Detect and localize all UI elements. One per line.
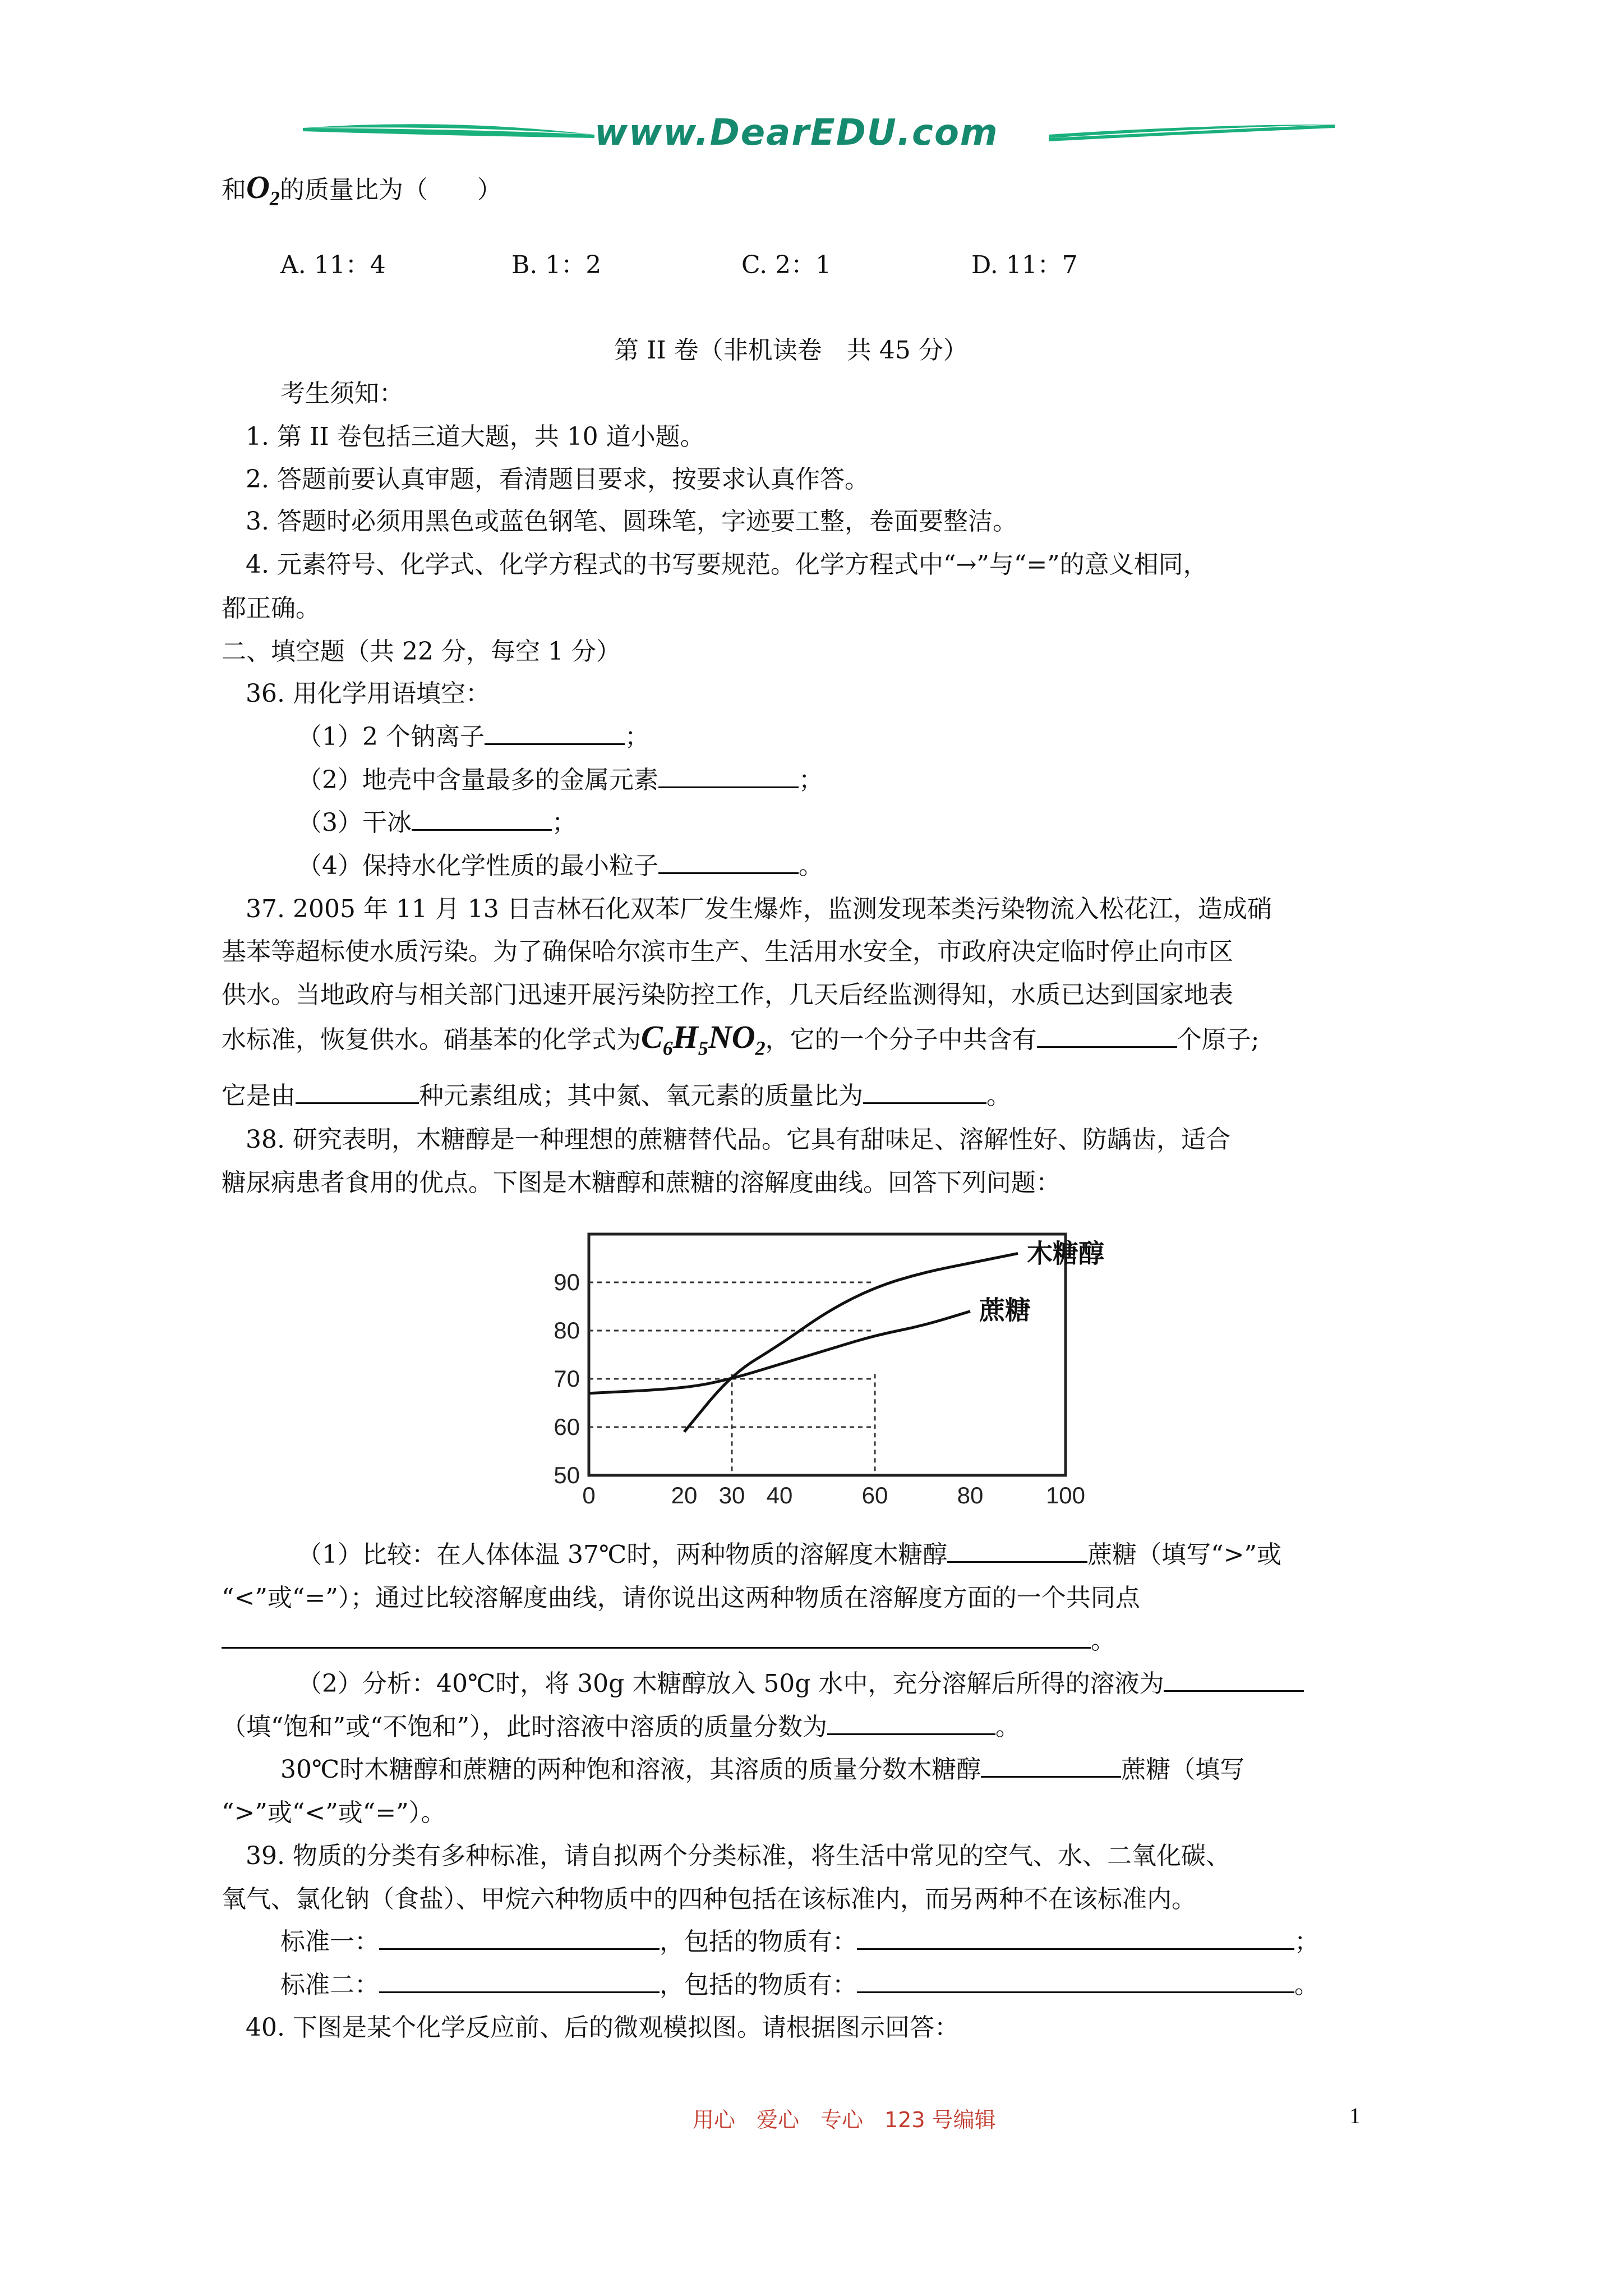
site-url: www.DearEDU.com — [594, 112, 999, 154]
option-d: D. 11：7 — [971, 251, 1078, 279]
option-a: A. 11：4 — [280, 251, 386, 279]
chart-frame — [589, 1234, 1066, 1475]
answer-blank[interactable] — [863, 1080, 986, 1104]
y-tick-label: 80 — [554, 1317, 580, 1343]
option-c: C. 2：1 — [741, 251, 832, 279]
notice-item: 3. 答题时必须用黑色或蓝色钢笔、圆珠笔，字迹要工整，卷面要整洁。 — [246, 507, 1017, 536]
notice-item: 都正确。 — [222, 594, 320, 623]
x-tick-label: 80 — [957, 1482, 984, 1508]
part2-heading: 二、填空题（共 22 分，每空 1 分） — [222, 637, 621, 666]
q37-line5: 它是由 种元素组成；其中氮、氧元素的质量比为 。 — [222, 1075, 1011, 1111]
q38-p1-line2: “<”或“=”）；通过比较溶解度曲线，请你说出这两种物质在溶解度方面的一个共同点 — [222, 1584, 1140, 1612]
q40-line1: 40. 下图是某个化学反应前、后的微观模拟图。请根据图示回答： — [246, 2013, 959, 2042]
solubility-chart — [533, 1228, 1104, 1520]
q38-p3-line1: 30℃时木糖醇和蔗糖的两种饱和溶液，其溶质的质量分数木糖醇 蔗糖（填写 — [280, 1749, 1244, 1785]
notice-item: 4. 元素符号、化学式、化学方程式的书写要规范。化学方程式中“→”与“=”的意义相同， — [246, 550, 1208, 579]
answer-blank[interactable] — [485, 721, 625, 745]
q38-line1: 38. 研究表明，木糖醇是一种理想的蔗糖替代品。它具有甜味足、溶解性好、防龋齿，适合 — [246, 1125, 1230, 1154]
answer-blank[interactable] — [658, 764, 799, 788]
q38-p3-line2: “>”或“<”或“=”）。 — [222, 1798, 446, 1827]
footer-credit: 用心 爱心 专心 123 号编辑 — [693, 2108, 996, 2132]
answer-blank[interactable] — [412, 807, 552, 831]
series-line-sucrose — [589, 1312, 970, 1393]
answer-blank[interactable] — [296, 1080, 419, 1104]
q39-standard-2: 标准二： ，包括的物质有： 。 — [280, 1964, 1319, 2000]
q36-sub1: （1）2 个钠离子 ； — [297, 716, 649, 752]
q37-line3: 供水。当地政府与相关部门迅速开展污染防控工作，几天后经监测得知，水质已达到国家地表 — [222, 981, 1233, 1009]
q36-sub2: （2）地壳中含量最多的金属元素 ； — [297, 760, 823, 795]
q35-suffix: 的质量比为（ ） — [279, 176, 502, 204]
page-number: 1 — [1349, 2103, 1361, 2128]
y-tick-label: 90 — [554, 1269, 580, 1295]
answer-blank[interactable] — [947, 1539, 1087, 1563]
y-tick-label: 70 — [554, 1365, 580, 1392]
notice-item: 2. 答题前要认真审题，看清题目要求，按要求认真作答。 — [246, 465, 869, 494]
q35-prefix: 和 — [222, 176, 246, 204]
q37-line1: 37. 2005 年 11 月 13 日吉林石化双苯厂发生爆炸，监测发现苯类污染物流入松花江，造成硝 — [246, 895, 1272, 923]
q39-standard-1: 标准一： ，包括的物质有： ； — [280, 1921, 1319, 1957]
series-label: 木糖醇 — [1027, 1239, 1104, 1268]
q37-line4: 水标准，恢复供水。硝基苯的化学式为$C_6H_5NO_2$，它的一个分子中共含有 个原子; — [222, 1019, 1260, 1060]
answer-blank[interactable] — [857, 1926, 1294, 1950]
notice-item: 1. 第 II 卷包括三道大题，共 10 道小题。 — [246, 422, 705, 451]
answer-blank[interactable] — [379, 1969, 660, 1993]
answer-blank[interactable] — [1037, 1024, 1177, 1048]
o2-formula: O — [246, 169, 270, 205]
section-title: 第 II 卷（非机读卷 共 45 分） — [614, 336, 968, 365]
x-tick-label: 100 — [1045, 1482, 1086, 1508]
answer-blank[interactable] — [379, 1926, 660, 1950]
q38-line2: 糖尿病患者食用的优点。下图是木糖醇和蔗糖的溶解度曲线。回答下列问题： — [222, 1168, 1061, 1197]
q36-sub4: （4）保持水化学性质的最小粒子 。 — [297, 845, 823, 881]
answer-blank[interactable] — [827, 1711, 995, 1735]
q38-p1-line1: （1）比较：在人体体温 37℃时，两种物质的溶解度木糖醇 蔗糖（填写“>”或 — [297, 1534, 1281, 1570]
x-tick-label: 40 — [766, 1482, 793, 1508]
q37-line2: 基苯等超标使水质污染。为了确保哈尔滨市生产、生活用水安全，市政府决定临时停止向市区 — [222, 937, 1233, 966]
q39-line2: 氧气、氯化钠（食盐）、甲烷六种物质中的四种包括在该标准内，而另两种不在该标准内。 — [222, 1885, 1196, 1913]
answer-blank[interactable] — [981, 1754, 1121, 1778]
series-label: 蔗糖 — [979, 1295, 1031, 1325]
x-tick-label: 20 — [671, 1482, 698, 1508]
q38-p2-line2: （填“饱和”或“不饱和”），此时溶液中溶质的质量分数为 。 — [222, 1706, 1020, 1742]
notice-title: 考生须知： — [280, 379, 404, 408]
o2-subscript: 2 — [269, 187, 280, 210]
q38-p1-line3: 。 — [222, 1620, 1115, 1656]
q35-tail — [222, 168, 502, 210]
q36-stem: 36. 用化学用语填空： — [246, 679, 490, 708]
answer-blank[interactable] — [222, 1625, 1091, 1649]
answer-blank[interactable] — [1164, 1668, 1304, 1692]
nitrobenzene-formula: $C_6H_5NO_2$ — [641, 1019, 766, 1060]
y-tick-label: 60 — [554, 1414, 580, 1440]
answer-blank[interactable] — [857, 1969, 1294, 1993]
answer-blank[interactable] — [658, 850, 799, 874]
q38-p2-line1: （2）分析：40℃时，将 30g 木糖醇放入 50g 水中，充分溶解后所得的溶液为 — [297, 1663, 1304, 1699]
q36-sub3: （3）干冰 ； — [297, 802, 577, 838]
x-tick-label: 0 — [582, 1482, 596, 1508]
option-b: B. 1：2 — [511, 251, 602, 279]
x-tick-label: 30 — [718, 1482, 745, 1508]
x-tick-label: 60 — [861, 1482, 888, 1508]
y-tick-label: 50 — [554, 1462, 580, 1488]
q39-line1: 39. 物质的分类有多种标准，请自拟两个分类标准，将生活中常见的空气、水、二氧化碳、 — [246, 1842, 1230, 1870]
